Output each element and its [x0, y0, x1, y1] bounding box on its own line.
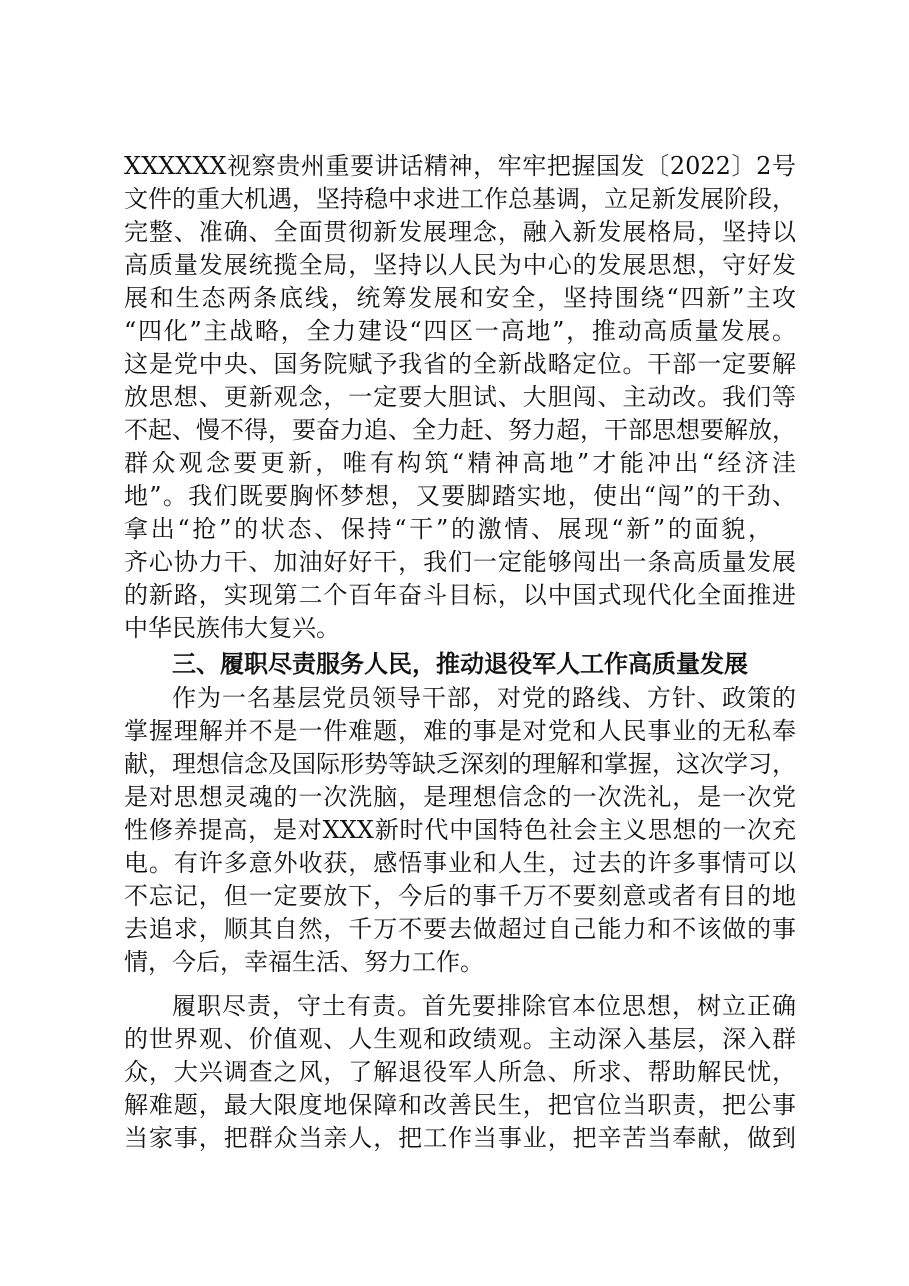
paragraph-line: 是对思想灵魂的一次洗脑，是理想信念的一次洗礼，是一次党: [124, 783, 796, 811]
paragraph-line: 拿出“抢”的状态、保持“干”的激情、展现“新”的面貌，: [124, 515, 772, 543]
paragraph-line: 放思想、更新观念，一定要大胆试、大胆闯、主动改。我们等: [124, 383, 796, 411]
paragraph-line: 性修养提高，是对XXX新时代中国特色社会主义思想的一次充: [124, 816, 796, 844]
paragraph-line: 解难题，最大限度地保障和改善民生，把官位当职责，把公事: [124, 1091, 796, 1119]
paragraph-line: 掌握理解并不是一件难题，难的事是对党和人民事业的无私奉: [124, 717, 796, 745]
paragraph-line: 众，大兴调查之风，了解退役军人所急、所求、帮助解民忧，: [124, 1058, 796, 1086]
paragraph-line: 的新路，实现第二个百年奋斗目标，以中国式现代化全面推进: [124, 581, 796, 609]
paragraph-line: 完整、准确、全面贯彻新发展理念，融入新发展格局，坚持以: [124, 218, 796, 246]
paragraph-line: 作为一名基层党员领导干部，对党的路线、方针、政策的: [172, 684, 796, 712]
paragraph-line: 去追求，顺其自然，千万不要去做超过自己能力和不该做的事: [124, 915, 796, 943]
paragraph-line: 中华民族伟大复兴。: [124, 614, 340, 642]
paragraph-line: 的世界观、价值观、人生观和政绩观。主动深入基层，深入群: [124, 1025, 796, 1053]
section-heading: 三、履职尽责服务人民，推动退役军人工作高质量发展: [172, 650, 748, 678]
paragraph-line: 情，今后，幸福生活、努力工作。: [124, 948, 484, 976]
paragraph-line: 群众观念要更新，唯有构筑“精神高地”才能冲出“经济洼: [124, 449, 796, 477]
paragraph-line: 这是党中央、国务院赋予我省的全新战略定位。干部一定要解: [124, 350, 796, 378]
paragraph-line: XXXXXX视察贵州重要讲话精神，牢牢把握国发〔2022〕2号: [124, 152, 796, 180]
paragraph-line: 高质量发展统揽全局，坚持以人民为中心的发展思想，守好发: [124, 251, 796, 279]
paragraph-line: 文件的重大机遇，坚持稳中求进工作总基调，立足新发展阶段，: [124, 185, 796, 213]
paragraph-line: “四化”主战略，全力建设“四区一高地”，推动高质量发展。: [124, 317, 796, 345]
paragraph-line: 履职尽责，守土有责。首先要排除官本位思想，树立正确: [172, 992, 796, 1020]
paragraph-line: 齐心协力干、加油好好干，我们一定能够闯出一条高质量发展: [124, 548, 796, 576]
paragraph-line: 当家事，把群众当亲人，把工作当事业，把辛苦当奉献，做到: [124, 1124, 796, 1152]
paragraph-line: 不忘记，但一定要放下，今后的事千万不要刻意或者有目的地: [124, 882, 796, 910]
paragraph-line: 不起、慢不得，要奋力追、全力赶、努力超，干部思想要解放，: [124, 416, 796, 444]
paragraph-line: 电。有许多意外收获，感悟事业和人生，过去的许多事情可以: [124, 849, 796, 877]
paragraph-line: 地”。我们既要胸怀梦想，又要脚踏实地，使出“闯”的干劲、: [124, 482, 796, 510]
paragraph-line: 展和生态两条底线，统筹发展和安全，坚持围绕“四新”主攻: [124, 284, 796, 312]
paragraph-line: 献，理想信念及国际形势等缺乏深刻的理解和掌握，这次学习，: [124, 750, 796, 778]
